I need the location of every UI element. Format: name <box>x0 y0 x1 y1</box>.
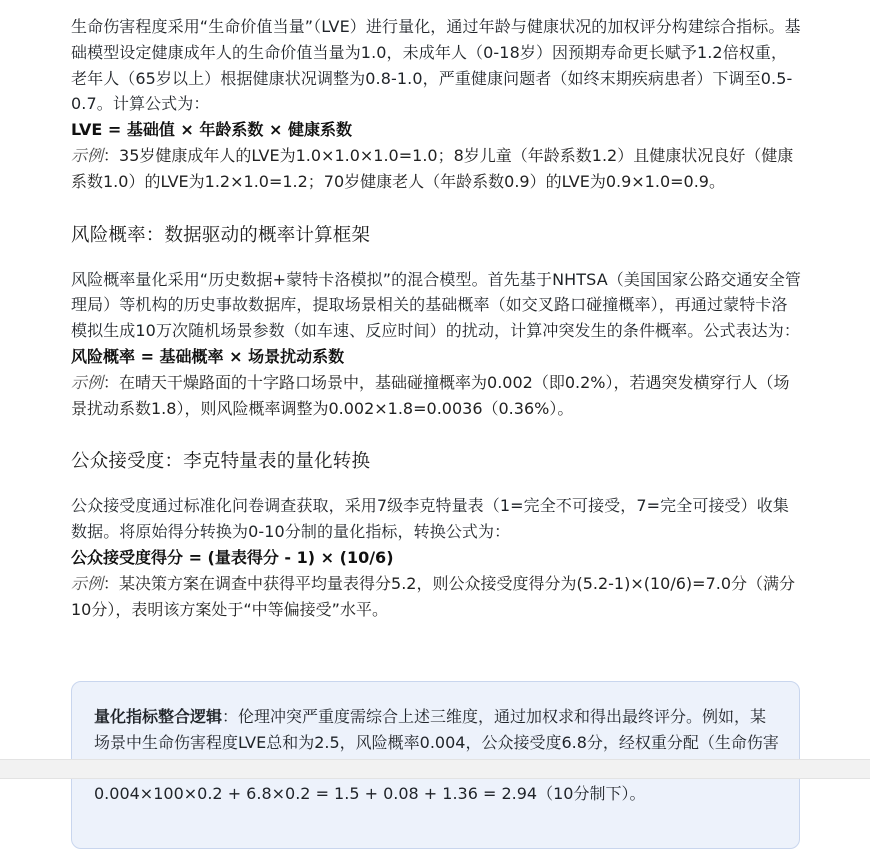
example-text: ：35岁健康成年人的LVE为1.0×1.0×1.0=1.0；8岁儿童（年龄系数1.2）且健康状况良好（健康系数1.0）的LVE为1.2×1.0=1.2；70岁健康老人（年龄系数0.9）的LVE为0.9×1.0=0.9。 <box>71 145 794 191</box>
intro-paragraph: 生命伤害程度采用“生命价值当量”（LVE）进行量化，通过年龄与健康状况的加权评分构建综合指标。基础模型设定健康成年人的生命价值当量为1.0，未成年人（0-18岁）因预期寿命更长赋予1.2倍权重，老年人（65岁以上）根据健康状况调整为0.8-1.0，严重健康问题者（如终末期疾病患者）下调至0.5-0.7。计算公式为： <box>71 17 801 114</box>
acceptance-formula: 公众接受度得分 = (量表得分 - 1) × (10/6) <box>71 547 394 567</box>
section-title-acceptance: 公众接受度：李克特量表的量化转换 <box>71 451 371 473</box>
example-text: ：在晴天干燥路面的十字路口场景中，基础碰撞概率为0.002（即0.2%），若遇突发横穿行人（场景扰动系数1.8），则风险概率调整为0.002×1.8=0.0036（0.36%）。 <box>71 372 790 418</box>
risk-formula: 风险概率 = 基础概率 × 场景扰动系数 <box>71 346 345 366</box>
acceptance-paragraph: 公众接受度通过标准化问卷调查获取，采用7级李克特量表（1=完全不可接受，7=完全可接受）收集数据。将原始得分转换为0-10分制的量化指标，转换公式为： <box>71 496 789 542</box>
example-label: 示例 <box>71 145 104 165</box>
example-text: ：某决策方案在调查中获得平均量表得分5.2，则公众接受度得分为(5.2-1)×(10/6)=7.0分（满分10分），表明该方案处于“中等偏接受”水平。 <box>71 573 796 619</box>
note-label: 量化指标整合逻辑 <box>94 707 223 726</box>
risk-paragraph: 风险概率量化采用“历史数据+蒙特卡洛模拟”的混合模型。首先基于NHTSA（美国国家公路交通安全管理局）等机构的历史事故数据库，提取场景相关的基础概率（如交叉路口碰撞概率），再通过蒙特卡洛模拟生成10万次随机场景参数（如车速、反应时间）的扰动，计算冲突发生的条件概率。公式表达为： <box>71 269 801 341</box>
article-content <box>71 14 801 622</box>
note-text: ：伦理冲突严重度需综合上述三维度，通过加权求和得出最终评分。例如，某场景中生命伤害程度LVE总和为2.5，风险概率0.004，公众接受度6.8分，经权重分配（生命伤害 0.004×100×0.2 + 6.8×0.2 = 1.5 + 0.08 + 1.36 = 2.94（10分制下）。 <box>94 707 779 804</box>
risk-example <box>71 370 801 422</box>
horizontal-divider-band <box>0 759 870 779</box>
integration-note <box>94 704 779 807</box>
lve-formula: LVE = 基础值 × 年龄系数 × 健康系数 <box>71 120 352 140</box>
section-title-risk: 风险概率：数据驱动的概率计算框架 <box>71 224 371 246</box>
example-label: 示例 <box>71 372 104 392</box>
lve-example <box>71 143 801 195</box>
acceptance-example <box>71 571 801 623</box>
example-label: 示例 <box>71 573 104 593</box>
